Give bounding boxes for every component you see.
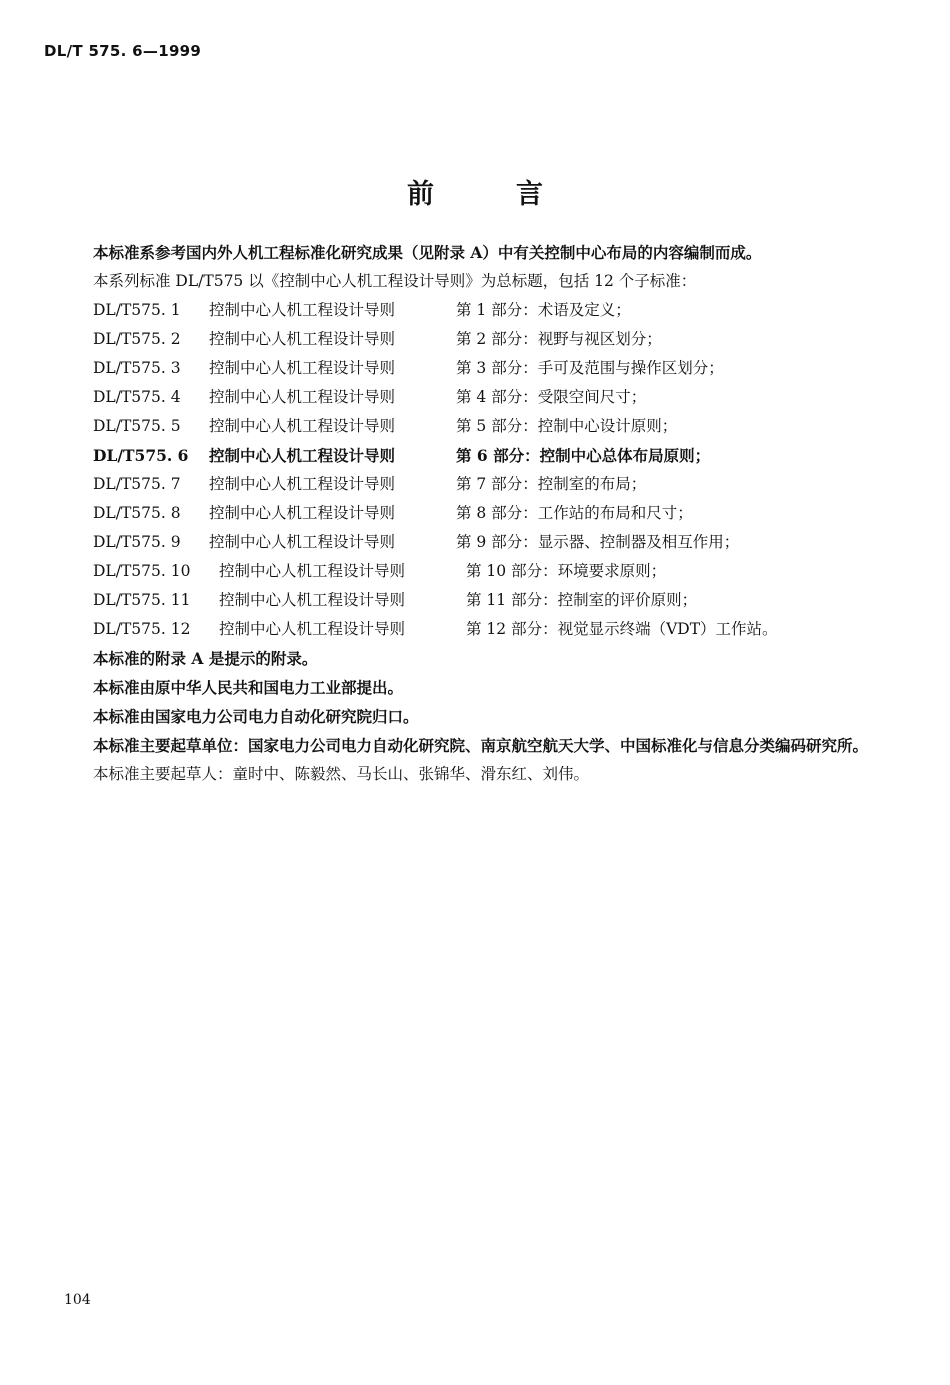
standard-name: 控制中心人机工程设计导则 — [209, 446, 396, 465]
standard-name: 控制中心人机工程设计导则 — [209, 301, 396, 319]
standard-part: 第 3 部分：手可及范围与操作区划分； — [456, 359, 724, 377]
standard-name: 控制中心人机工程设计导则 — [219, 591, 406, 609]
standard-name: 控制中心人机工程设计导则 — [209, 533, 396, 551]
list-item — [82, 441, 912, 470]
standard-code: DL/T575. 1 — [93, 301, 181, 319]
standard-name: 控制中心人机工程设计导则 — [209, 359, 396, 377]
page-number: 104 — [64, 1292, 91, 1308]
intro-paragraph-2: 本系列标准 DL/T575 以《控制中心人机工程设计导则》为总标题，包括 12 个子标准： — [93, 272, 697, 290]
standard-code: DL/T575. 10 — [93, 562, 191, 580]
page-title: 前言 — [407, 179, 625, 210]
list-item — [82, 354, 912, 383]
list-item — [82, 325, 912, 354]
drafters: 本标准主要起草人：童时中、陈毅然、马长山、张锦华、滑东红、刘伟。 — [93, 765, 590, 783]
standard-part: 第 5 部分：控制中心设计原则； — [456, 417, 678, 435]
standard-code: DL/T575. 9 — [93, 533, 181, 551]
standard-name: 控制中心人机工程设计导则 — [209, 475, 396, 493]
standard-part: 第 12 部分：视觉显示终端（VDT）工作站。 — [466, 620, 778, 638]
foreword-body — [82, 238, 912, 789]
standard-code: DL/T575. 11 — [93, 591, 191, 609]
standard-part: 第 8 部分：工作站的布局和尺寸； — [456, 504, 693, 522]
list-item — [82, 412, 912, 441]
standard-code: DL/T575. 6 — [93, 446, 189, 465]
standard-part: 第 6 部分：控制中心总体布局原则； — [456, 446, 711, 465]
standard-code: DL/T575. 12 — [93, 620, 191, 638]
standard-part: 第 4 部分：受限空间尺寸； — [456, 388, 647, 406]
list-item — [82, 499, 912, 528]
standard-name: 控制中心人机工程设计导则 — [209, 417, 396, 435]
standard-part: 第 2 部分：视野与视区划分； — [456, 330, 662, 348]
list-item — [82, 615, 912, 644]
list-item — [82, 296, 912, 325]
list-item — [82, 557, 912, 586]
intro-paragraph-1: 本标准系参考国内外人机工程标准化研究成果（见附录 A）中有关控制中心布局的内容编制而成。 — [93, 243, 762, 262]
standards-list — [82, 296, 912, 644]
standard-code: DL/T575. 7 — [93, 475, 181, 493]
standard-name: 控制中心人机工程设计导则 — [209, 388, 396, 406]
standard-code: DL/T575. 2 — [93, 330, 181, 348]
standard-code: DL/T575. 8 — [93, 504, 181, 522]
standard-code: DL/T575. 4 — [93, 388, 181, 406]
standard-part: 第 1 部分：术语及定义； — [456, 301, 631, 319]
standard-code: DL/T575. 3 — [93, 359, 181, 377]
list-item — [82, 586, 912, 615]
standard-name: 控制中心人机工程设计导则 — [219, 620, 406, 638]
standard-code: DL/T575. 5 — [93, 417, 181, 435]
note-proposer: 本标准由原中华人民共和国电力工业部提出。 — [93, 678, 404, 697]
drafting-units-text: 本标准主要起草单位：国家电力公司电力自动化研究院、南京航空航天大学、中国标准化与信息分类编码研究所。 — [93, 736, 869, 755]
standard-part: 第 11 部分：控制室的评价原则； — [466, 591, 698, 609]
drafting-units — [52, 731, 912, 760]
document-code-header: DL/T 575. 6—1999 — [44, 42, 202, 60]
note-custodian: 本标准由国家电力公司电力自动化研究院归口。 — [93, 707, 419, 726]
list-item — [82, 528, 912, 557]
standard-part: 第 9 部分：显示器、控制器及相互作用； — [456, 533, 740, 551]
list-item — [82, 470, 912, 499]
note-appendix: 本标准的附录 A 是提示的附录。 — [93, 649, 318, 668]
standard-part: 第 10 部分：环境要求原则； — [466, 562, 667, 580]
standard-name: 控制中心人机工程设计导则 — [209, 504, 396, 522]
list-item — [82, 383, 912, 412]
standard-name: 控制中心人机工程设计导则 — [219, 562, 406, 580]
standard-part: 第 7 部分：控制室的布局； — [456, 475, 647, 493]
standard-name: 控制中心人机工程设计导则 — [209, 330, 396, 348]
